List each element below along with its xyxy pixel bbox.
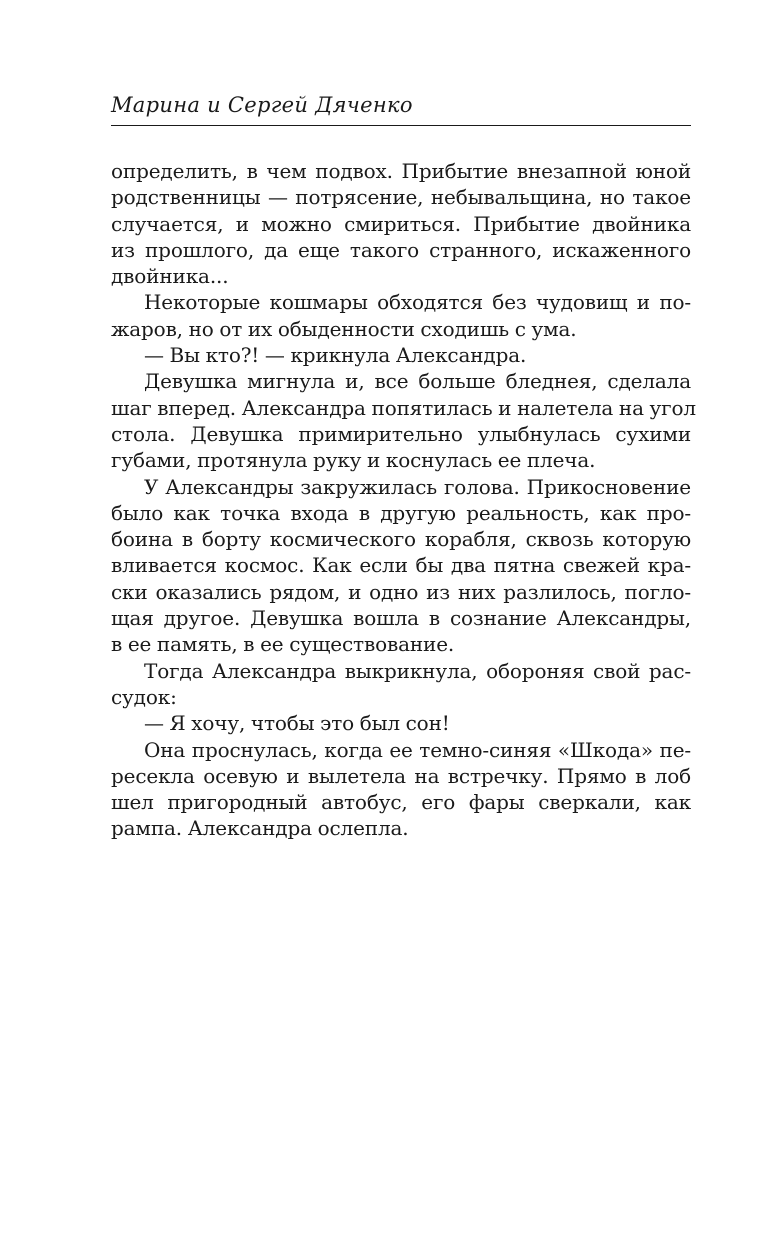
text-line: рампа. Александра ослепла. — [111, 816, 409, 841]
text-line: щая другое. Девушка вошла в сознание Александры, — [111, 606, 691, 631]
text-line: судок: — [111, 684, 177, 709]
text-line: ресекла осевую и вылетела на встречку. Прямо в лоб — [111, 763, 691, 788]
text-line: Девушка мигнула и, все больше бледнея, сделала — [144, 369, 691, 394]
text-line: — Вы кто?! — крикнула Александра. — [144, 343, 527, 368]
text-line: из прошлого, да еще такого странного, искаженного — [111, 237, 691, 262]
text-line: родственницы — потрясение, небывальщина, но такое — [111, 185, 691, 210]
text-line: жаров, но от их обыденности сходишь с ума. — [111, 316, 577, 341]
text-line: стола. Девушка примирительно улыбнулась сухими — [111, 421, 691, 446]
text-line: вливается космос. Как если бы два пятна свежей кра- — [111, 553, 691, 578]
text-line: в ее память, в ее существование. — [111, 632, 455, 657]
text-line: определить, в чем подвох. Прибытие внезапной юной — [111, 159, 691, 183]
text-line: боина в борту космического корабля, сквозь которую — [111, 527, 691, 552]
header-rule — [111, 125, 691, 126]
text-line: было как точка входа в другую реальность, как про- — [111, 500, 691, 525]
text-line: У Александры закружилась голова. Прикосновение — [144, 474, 691, 499]
text-line: ски оказались рядом, и одно из них разлилось, погло- — [111, 579, 691, 604]
text-line: шаг вперед. Александра попятилась и налетела на угол — [111, 395, 696, 420]
text-line: Она проснулась, когда ее темно-синяя «Шкода» пе- — [144, 737, 691, 762]
text-line: губами, протянула руку и коснулась ее плеча. — [111, 448, 596, 473]
text-line: шел пригородный автобус, его фары сверкали, как — [111, 790, 691, 815]
text-line: — Я хочу, чтобы это был сон! — [144, 711, 450, 736]
text-line: Тогда Александра выкрикнула, обороняя свой рас- — [144, 658, 691, 683]
text-line: двойника... — [111, 264, 229, 289]
body-text — [111, 158, 696, 842]
text-line: случается, и можно смириться. Прибытие двойника — [111, 211, 691, 236]
running-header-author: Марина и Сергей Дяченко — [111, 93, 413, 117]
text-line: Некоторые кошмары обходятся без чудовищ и по- — [144, 290, 691, 315]
